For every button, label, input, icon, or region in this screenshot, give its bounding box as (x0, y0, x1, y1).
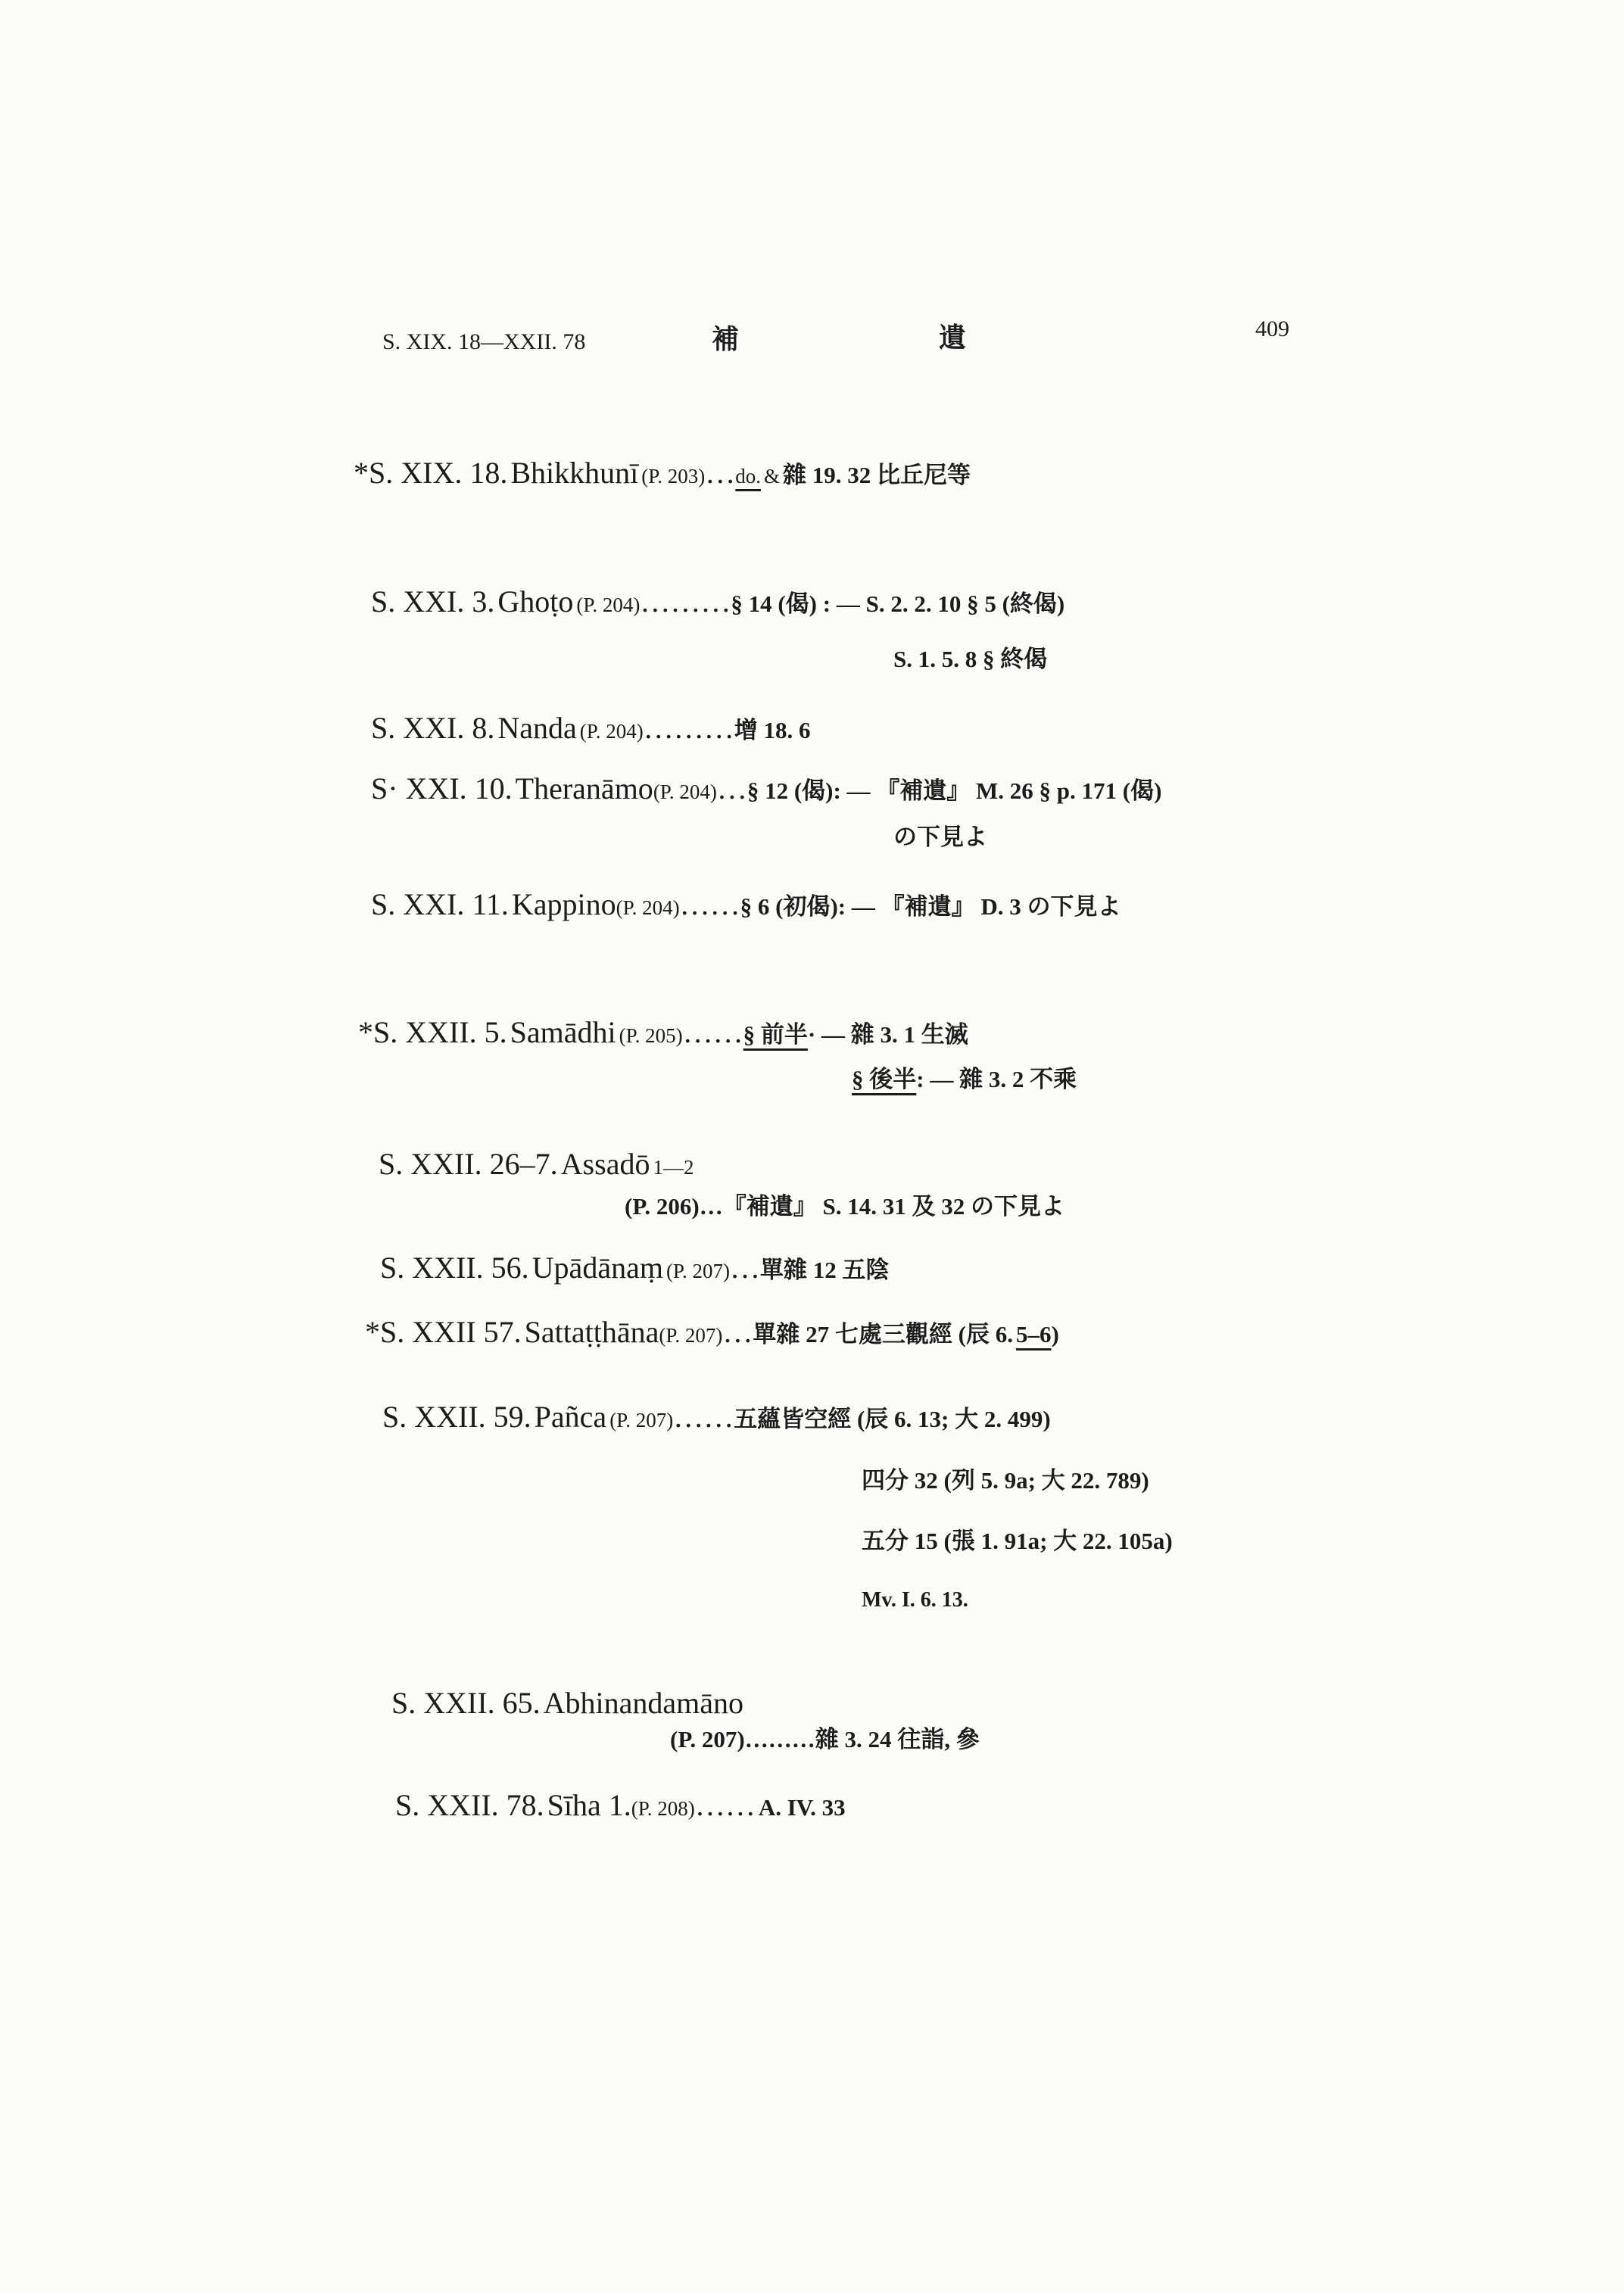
entry-name: Kappino (511, 887, 616, 921)
entry-dots: ……… (640, 584, 731, 618)
entry-dots: …… (673, 1400, 734, 1434)
entry-page: (P. 207) (659, 1324, 723, 1347)
entry-row (391, 1688, 743, 1718)
entry-ref-main: do. (735, 465, 762, 488)
entry-label: S. XXII 57. (380, 1315, 522, 1349)
entry-name: Sīha 1. (547, 1788, 631, 1822)
entry-label: S. XXII. 78. (395, 1788, 544, 1822)
entry-line2: (P. 207)………雜 3. 24 往詣, 參 (670, 1726, 980, 1752)
entry-name: Ghoṭo (497, 584, 574, 618)
entry-row (379, 1149, 694, 1179)
entry-label: S. XXII. 26–7. (379, 1147, 558, 1181)
entry-label: S. XXI. 3. (371, 584, 495, 618)
entry-ref: 雜 19. 32 比丘尼等 (783, 462, 971, 488)
page-number: 409 (1255, 316, 1289, 341)
entry-ref-underlined: § 前半 (743, 1021, 808, 1048)
entry-row (371, 584, 1065, 618)
entry-suffix: 1—2 (653, 1156, 694, 1179)
entry-ref-end: ) (1051, 1321, 1059, 1347)
entry-star: * (354, 456, 369, 490)
entry-ref-underlined: 5–6 (1015, 1321, 1052, 1347)
entry-line2: (P. 206)…『補遺』 S. 14. 31 及 32 の下見よ (625, 1193, 1064, 1220)
entry-dots: …… (682, 1015, 743, 1049)
entry-ref: 增 18. 6 (734, 717, 811, 743)
entry-dots: … (716, 771, 747, 805)
entry-row (371, 713, 811, 743)
entry-ref-amp: & (764, 465, 781, 488)
entry-ref: A. IV. 33 (758, 1794, 846, 1821)
entry-page: (P. 204) (616, 896, 680, 919)
entry-star: * (365, 1315, 380, 1349)
entry-label: S. XXI. 8. (371, 711, 495, 745)
entry-row (395, 1790, 846, 1821)
entry-dots: … (722, 1315, 753, 1349)
entry-label: S. XXI. 11. (371, 887, 509, 921)
entry-ref2: : — 雜 3. 2 不乘 (916, 1066, 1077, 1092)
entry-page: (P. 203) (641, 465, 706, 488)
entry-row (371, 771, 1162, 805)
entry-ref-line3: 五分 15 (張 1. 91a; 大 22. 105a) (862, 1528, 1173, 1554)
entry-ref: § 14 (偈) : — S. 2. 2. 10 § 5 (終偈) (731, 590, 1065, 617)
entry-dots: …… (694, 1788, 756, 1822)
entry-name: Pañca (534, 1400, 607, 1434)
entry-name: Assadō (560, 1147, 650, 1181)
entry-row (371, 889, 1121, 920)
entry-label: S. XIX. 18. (369, 456, 508, 490)
entry-name: Bhikkhunī (510, 456, 639, 490)
entry-ref: · — 雜 3. 1 生滅 (807, 1021, 968, 1048)
entry-ref-line2: の下見よ (893, 824, 987, 850)
entry-name: Sattaṭṭhāna (524, 1315, 659, 1349)
entry-label: S. XXII. 59. (382, 1400, 531, 1434)
entry-page: (P. 207) (665, 1260, 730, 1282)
entry-row (380, 1253, 889, 1283)
entry-ref: § 6 (初偈): — 『補遺』 D. 3 の下見よ (740, 893, 1121, 920)
entry-dots: ……… (643, 711, 734, 745)
running-head-range: S. XIX. 18—XXII. 78 (382, 329, 586, 354)
entry-dots: …… (679, 887, 740, 921)
entry-label: S. XXII. 56. (380, 1251, 529, 1285)
entry-dots: … (729, 1251, 760, 1285)
entry-row (358, 1017, 968, 1048)
entry-name: Samādhi (510, 1015, 616, 1049)
entry-page: (P. 204) (576, 594, 641, 616)
entry-star: * (358, 1015, 373, 1049)
entry-ref-line4: Mv. I. 6. 13. (862, 1588, 968, 1612)
entry-row (382, 1402, 1051, 1432)
entry-ref-line2 (852, 1067, 1077, 1091)
entry-name: Theranāmo (515, 771, 653, 805)
running-head-title-char-2: 遺 (939, 322, 967, 353)
entry-row (354, 458, 971, 488)
entry-label: S· XXI. 10. (371, 771, 513, 805)
entry-page: (P. 204) (653, 780, 717, 803)
running-head-title-char-1: 補 (712, 324, 740, 354)
entry-name: Upādānaṃ (531, 1251, 663, 1285)
entry-name: Nanda (497, 711, 577, 745)
entry-dots: … (705, 456, 736, 490)
entry-row (365, 1317, 1059, 1347)
entry-page: (P. 205) (619, 1024, 683, 1047)
entry-label: S. XXII. 65. (391, 1686, 541, 1720)
entry-ref: 五蘊皆空經 (辰 6. 13; 大 2. 499) (734, 1406, 1051, 1432)
entry-ref-line2: 四分 32 (列 5. 9a; 大 22. 789) (862, 1467, 1149, 1494)
entry-page: (P. 207) (609, 1409, 674, 1432)
entry-page: (P. 208) (631, 1797, 695, 1820)
entry-name: Abhinandamāno (543, 1686, 744, 1720)
entry-ref: 單雜 27 七處三觀經 (辰 6. (753, 1321, 1013, 1347)
entry-ref-line2: S. 1. 5. 8 § 終偈 (893, 646, 1048, 672)
entry-page: (P. 204) (579, 720, 644, 743)
entry-ref: § 12 (偈): — 『補遺』 M. 26 § p. 171 (偈) (747, 777, 1162, 804)
entry-label: S. XXII. 5. (373, 1015, 507, 1049)
entry-ref2-underlined: § 後半 (852, 1066, 917, 1092)
entry-ref: 單雜 12 五陰 (759, 1257, 890, 1283)
